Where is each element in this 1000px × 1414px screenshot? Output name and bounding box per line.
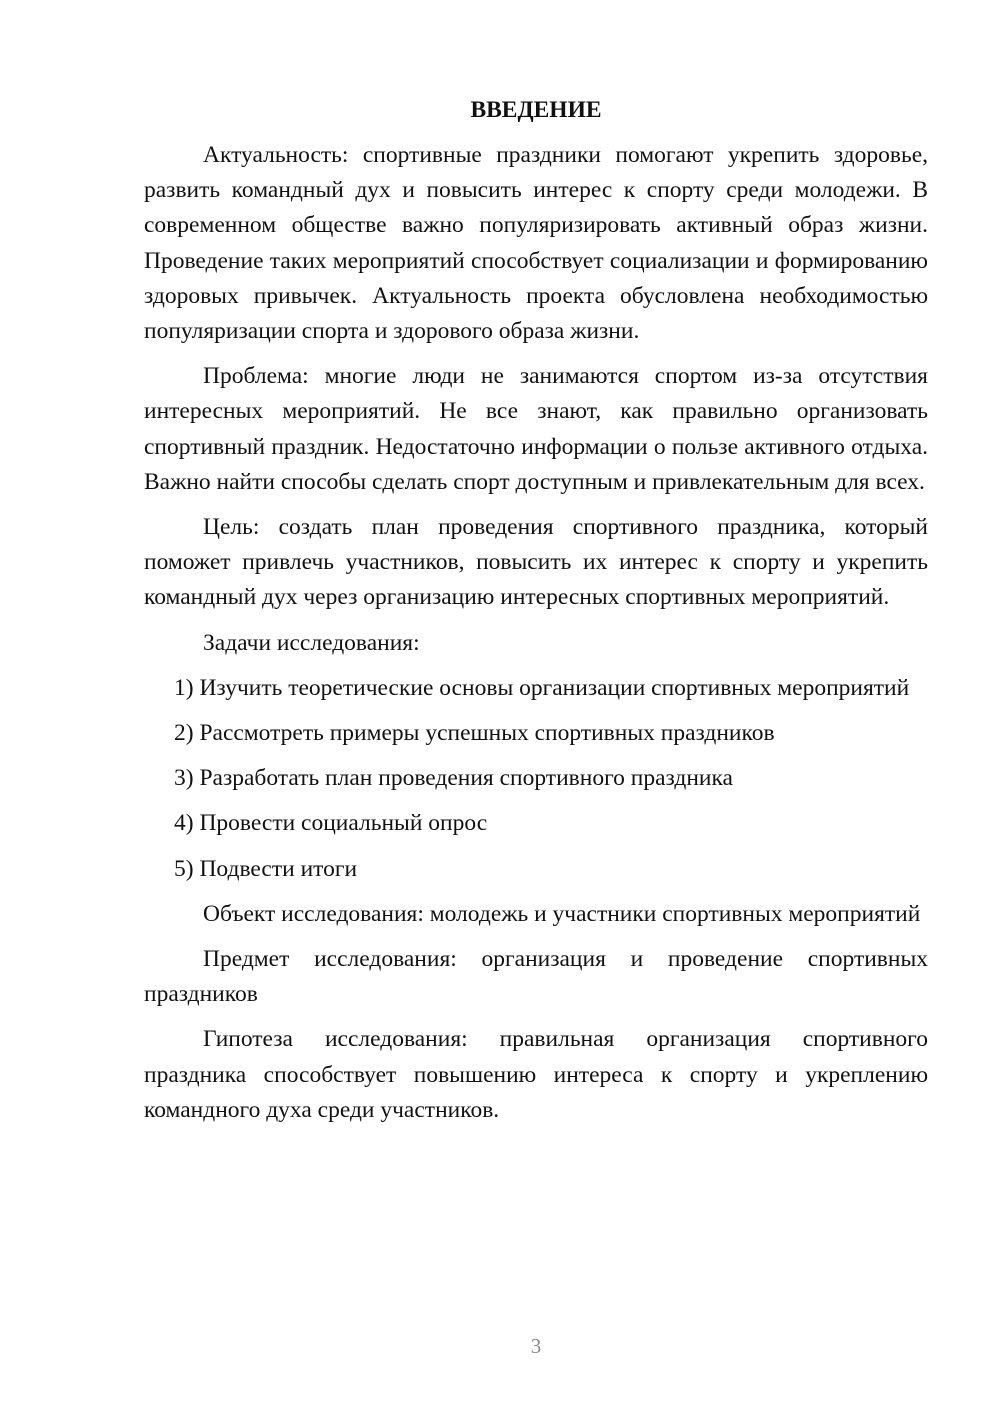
task-item-3: 3) Разработать план проведения спортивного праздника [174,765,733,792]
section-title: ВВЕДЕНИЕ [470,97,602,123]
task-item-2: 2) Рассмотреть примеры успешных спортивных праздников [174,720,775,747]
paragraph-subject: Предмет исследования: организация и проведение спортивных праздников [144,946,928,1008]
paragraph-hypothesis: Гипотеза исследования: правильная организация спортивного праздника способствует повышению интереса к спорту и укреплению командного духа среди участников. [144,1026,928,1123]
task-item-1: 1) Изучить теоретические основы организации спортивных мероприятий [174,674,910,701]
paragraph-relevance: Актуальность: спортивные праздники помогают укрепить здоровье, развить командный дух и повысить интерес к спорту среди молодежи. В современном обществе важно популяризировать активный образ жизни. Проведение таких мероприятий способствует социализации и формированию здоровых привычек. Актуальность проекта обусловлена необходимостью популяризации спорта и здорового образа жизни. [144,142,928,345]
paragraph-goal: Цель: создать план проведения спортивного праздника, который поможет привлечь участников, повысить их интерес к спорту и укрепить командный дух через организацию интересных спортивных мероприятий. [144,514,928,611]
task-item-5: 5) Подвести итоги [174,855,358,882]
page-content [144,96,928,1138]
tasks-heading: Задачи исследования: [203,629,420,656]
paragraph-object: Объект исследования: молодежь и участники спортивных мероприятий [203,900,921,927]
task-item-4: 4) Провести социальный опрос [174,810,488,837]
paragraph-problem: Проблема: многие люди не занимаются спортом из-за отсутствия интересных мероприятий. Не все знают, как правильно организовать спортивный праздник. Недостаточно информации о пользе активного отдыха. Важно найти способы сделать спорт доступным и привлекательным для всех. [144,363,928,495]
page-number: 3 [530,1334,542,1358]
